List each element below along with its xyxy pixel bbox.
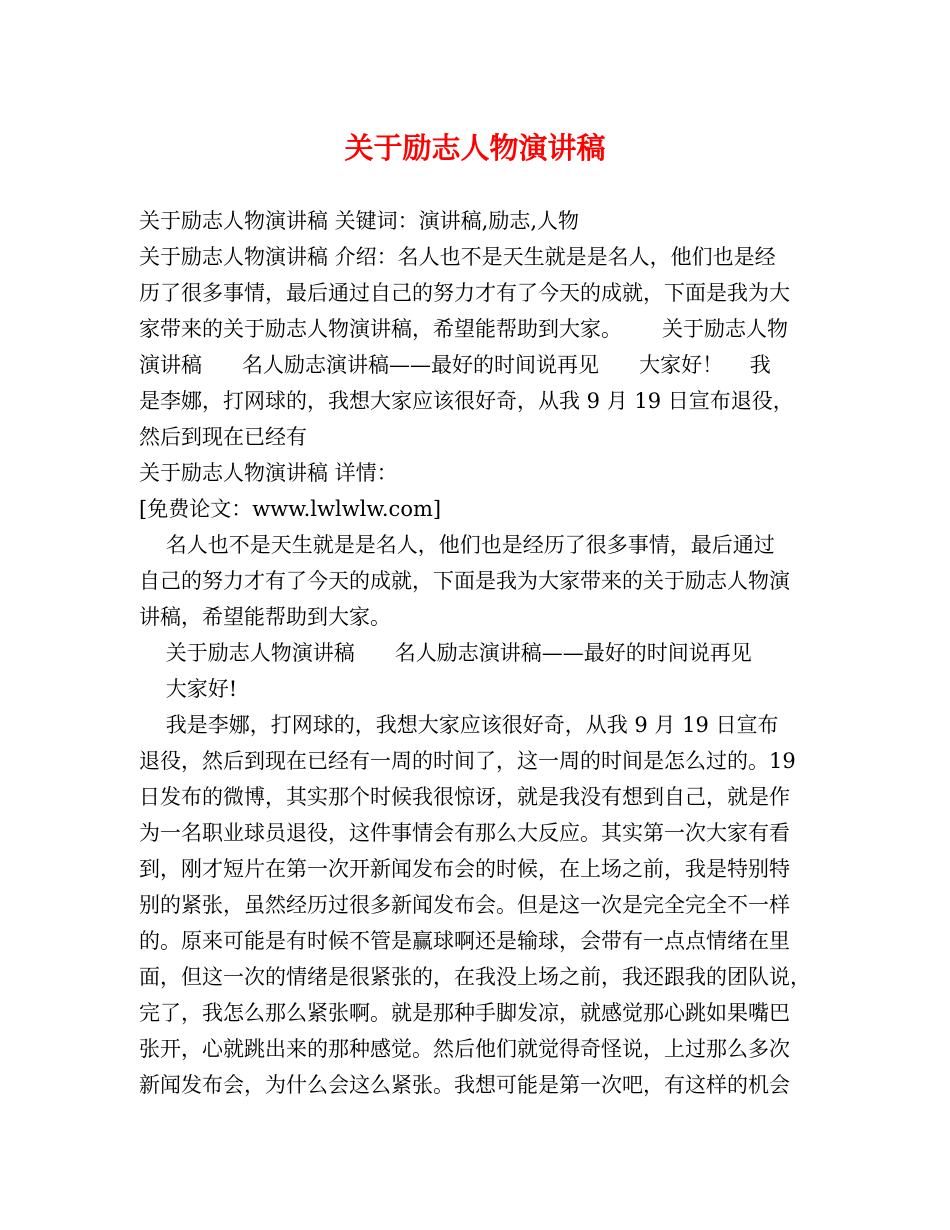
paragraph-line: 新闻发布会，为什么会这么紧张。我想可能是第一次吧，有这样的机会 xyxy=(139,1073,790,1097)
paragraph-line: 讲稿，希望能帮助到大家。 xyxy=(139,605,391,629)
paragraph-line: 自己的努力才有了今天的成就，下面是我为大家带来的关于励志人物演 xyxy=(139,569,790,593)
intro-line: 历了很多事情，最后通过自己的努力才有了今天的成就，下面是我为大 xyxy=(139,281,790,305)
intro-line: 演讲稿 名人励志演讲稿——最好的时间说再见 大家好！ 我 xyxy=(139,353,771,377)
paragraph-line: 张开，心就跳出来的那种感觉。然后他们就觉得奇怪说，上过那么多次 xyxy=(139,1037,790,1061)
paragraph-line: 别的紧张，虽然经历过很多新闻发布会。但是这一次是完全完全不一样 xyxy=(139,893,790,917)
intro-line: 是李娜，打网球的，我想大家应该很好奇，从我 9 月 19 日宣布退役， xyxy=(139,389,794,413)
intro-line: 家带来的关于励志人物演讲稿，希望能帮助到大家。 关于励志人物 xyxy=(139,317,789,341)
greeting-line: 大家好! xyxy=(139,677,238,701)
paragraph-line: 关于励志人物演讲稿 名人励志演讲稿——最好的时间说再见 xyxy=(139,641,752,665)
document-body xyxy=(139,203,815,1103)
paragraph-line: 退役，然后到现在已经有一周的时间了，这一周的时间是怎么过的。19 xyxy=(139,749,796,773)
source-link: [免费论文：www.lwlwlw.com] xyxy=(139,497,442,521)
paragraph-line: 为一名职业球员退役，这件事情会有那么大反应。其实第一次大家有看 xyxy=(139,821,790,845)
document-title: 关于励志人物演讲稿 xyxy=(344,131,606,165)
paragraph-line: 名人也不是天生就是是名人，他们也是经历了很多事情，最后通过 xyxy=(139,533,775,557)
paragraph-line: 的。原来可能是有时候不管是赢球啊还是输球，会带有一点点情绪在里 xyxy=(139,929,790,953)
paragraph-line: 到，刚才短片在第一次开新闻发布会的时候，在上场之前，我是特别特 xyxy=(139,857,790,881)
paragraph-line: 我是李娜，打网球的，我想大家应该很好奇，从我 9 月 19 日宣布 xyxy=(139,713,779,737)
paragraph-line: 面，但这一次的情绪是很紧张的，在我没上场之前，我还跟我的团队说， xyxy=(139,965,811,989)
paragraph-line: 日发布的微博，其实那个时候我很惊讶，就是我没有想到自己，就是作 xyxy=(139,785,790,809)
intro-line: 关于励志人物演讲稿 介绍：名人也不是天生就是是名人，他们也是经 xyxy=(139,245,776,269)
intro-line: 然后到现在已经有 xyxy=(139,425,307,449)
paragraph-line: 完了，我怎么那么紧张啊。就是那种手脚发凉，就感觉那心跳如果嘴巴 xyxy=(139,1001,790,1025)
details-heading: 关于励志人物演讲稿 详情： xyxy=(139,461,398,485)
keywords-line: 关于励志人物演讲稿 关键词：演讲稿,励志,人物 xyxy=(139,209,580,233)
